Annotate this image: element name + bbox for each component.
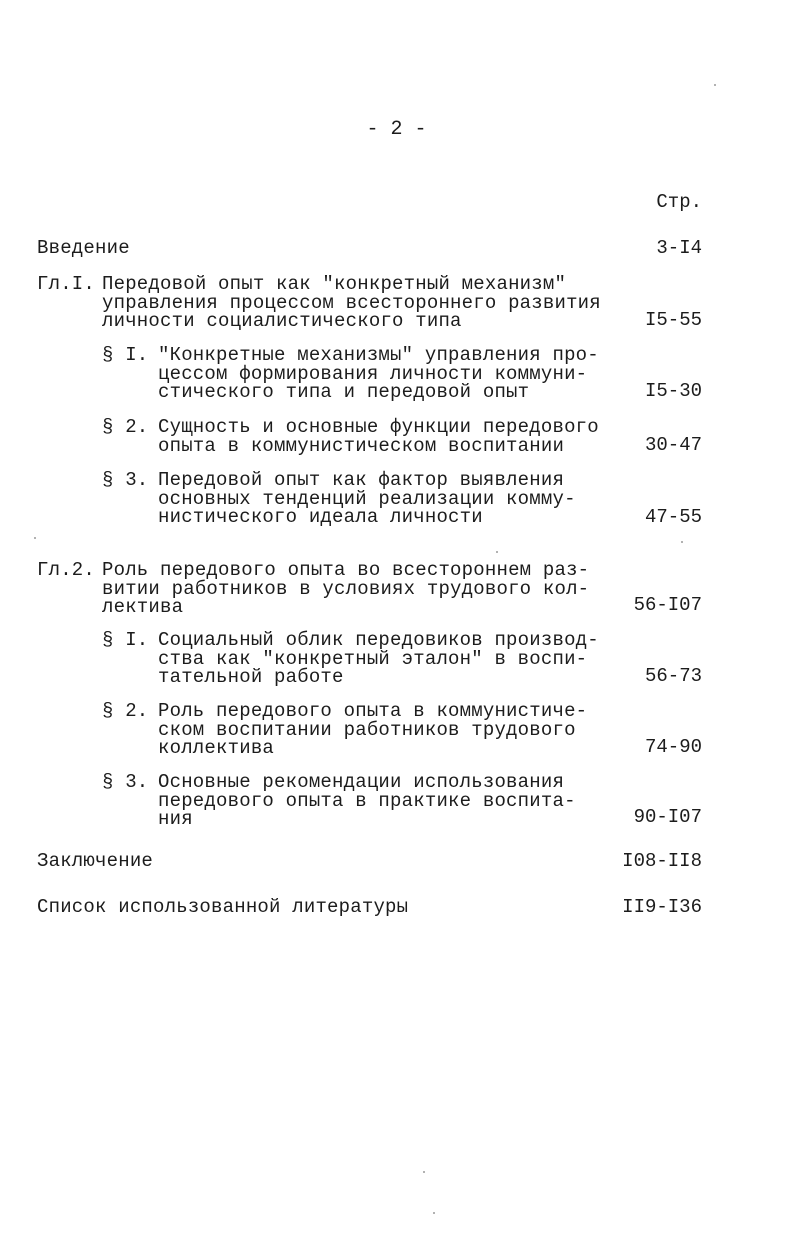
pages-column-label: Стр. <box>656 191 702 213</box>
scan-speck <box>34 537 36 539</box>
toc-ch2-section2-title: Роль передового опыта в коммунистиче- ском воспитании работников трудового коллектива <box>158 700 588 759</box>
scan-speck <box>496 551 498 553</box>
toc-chapter2-pages: 56-I07 <box>633 594 702 616</box>
toc-ch1-section2-label: § 2. <box>102 416 149 438</box>
toc-bibliography-title: Список использованной литературы <box>37 896 409 918</box>
toc-chapter1-label: Гл.I. <box>37 273 96 295</box>
toc-ch1-section3-label: § 3. <box>102 469 149 491</box>
toc-ch2-section3-label: § 3. <box>102 771 149 793</box>
toc-chapter2-title: Роль передового опыта во всестороннем раз- витии работников в условиях трудового кол- лектива <box>102 559 590 618</box>
toc-ch1-section2-pages: 30-47 <box>644 434 702 456</box>
toc-ch2-section1-pages: 56-73 <box>644 665 702 687</box>
toc-ch1-section1-label: § I. <box>102 344 149 366</box>
toc-ch1-section3-pages: 47-55 <box>644 506 702 528</box>
toc-chapter1-title: Передовой опыт как "конкретный механизм" управления процессом всестороннего развития личности социалистического типа <box>102 273 601 332</box>
toc-chapter1-pages: I5-55 <box>644 309 702 331</box>
toc-conclusion-title: Заключение <box>37 850 154 872</box>
toc-ch1-section3-title: Передовой опыт как фактор выявления основных тенденций реализации комму- нистического идеала личности <box>158 469 576 528</box>
toc-bibliography-pages: II9-I36 <box>622 896 702 918</box>
toc-ch1-section1-pages: I5-30 <box>644 380 702 402</box>
toc-conclusion-pages: I08-II8 <box>622 850 702 872</box>
toc-intro-pages: 3-I4 <box>656 237 702 259</box>
scan-speck <box>681 541 683 543</box>
toc-ch1-section1-title: "Конкретные механизмы" управления про- цессом формирования личности коммуни- стического типа и передовой опыт <box>158 344 599 403</box>
scan-speck <box>433 1212 435 1214</box>
toc-ch2-section1-label: § I. <box>102 629 149 651</box>
toc-ch2-section2-pages: 74-90 <box>644 736 702 758</box>
toc-ch1-section2-title: Сущность и основные функции передового опыта в коммунистическом воспитании <box>158 416 599 457</box>
toc-ch2-section1-title: Социальный облик передовиков производ- ства как "конкретный эталон" в воспи- тательной работе <box>158 629 599 688</box>
toc-ch2-section3-pages: 90-I07 <box>633 806 702 828</box>
toc-chapter2-label: Гл.2. <box>37 559 96 581</box>
toc-ch2-section3-title: Основные рекомендации использования передового опыта в практике воспита- ния <box>158 771 576 830</box>
scan-speck <box>423 1171 425 1173</box>
scan-speck <box>714 84 716 86</box>
toc-ch2-section2-label: § 2. <box>102 700 149 722</box>
page-number: - 2 - <box>366 118 427 141</box>
toc-intro-title: Введение <box>37 237 130 259</box>
